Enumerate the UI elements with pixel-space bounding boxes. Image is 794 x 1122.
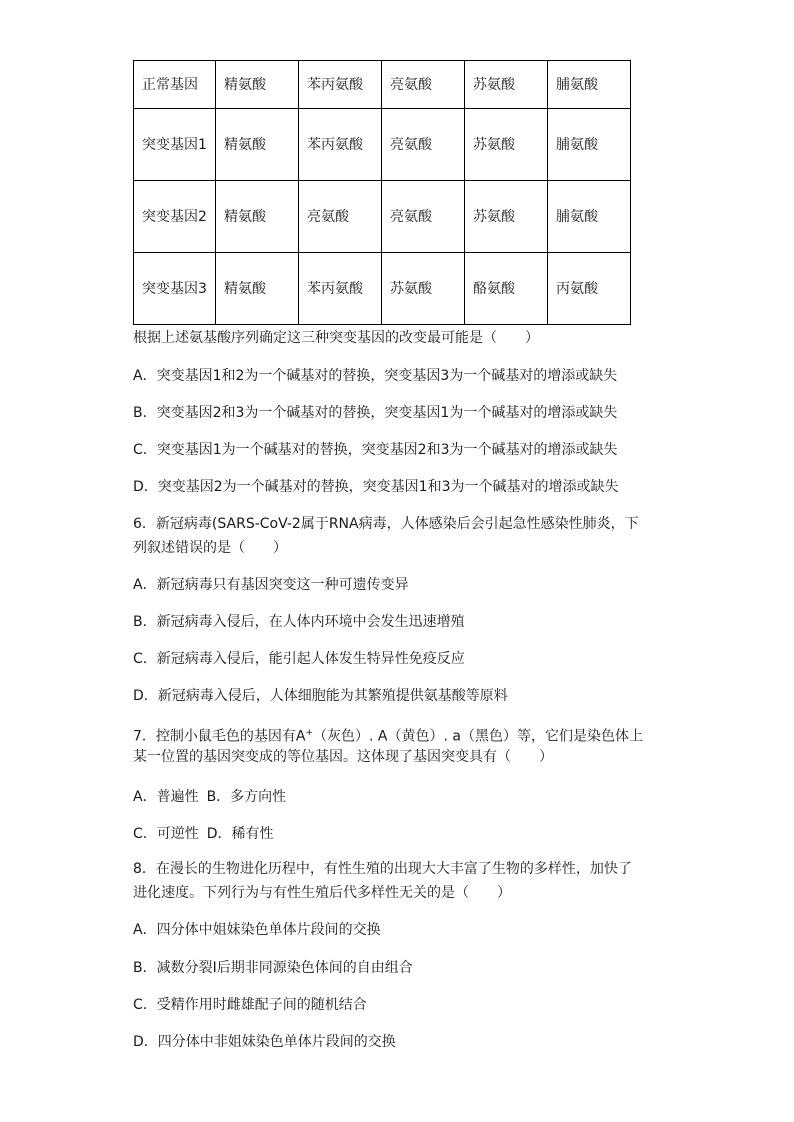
table-cell: 丙氨酸	[548, 253, 631, 325]
table-cell: 突变基因1	[134, 109, 216, 181]
table-cell: 脯氨酸	[548, 181, 631, 253]
question-7-option-a: A．普遍性	[133, 789, 199, 805]
allele-superscript: +	[305, 728, 314, 738]
question-8-stem-line2: 进化速度。下列行为与有性生殖后代多样性无关的是（ ）	[133, 885, 511, 901]
question-5-option-c: C．突变基因1为一个碱基对的替换，突变基因2和3为一个碱基对的增添或缺失	[133, 442, 618, 458]
question-7-option-b: B．多方向性	[206, 789, 287, 805]
question-5-option-b: B．突变基因2和3为一个碱基对的替换，突变基因1为一个碱基对的增添或缺失	[133, 405, 618, 421]
question-6-option-a: A．新冠病毒只有基因突变这一种可遗传变异	[133, 577, 409, 593]
question-7-options-row1	[133, 786, 286, 806]
table-cell: 苏氨酸	[465, 61, 548, 109]
question-5-stem: 根据上述氨基酸序列确定这三种突变基因的改变最可能是（ ）	[133, 330, 539, 346]
table-cell: 亮氨酸	[299, 181, 382, 253]
table-cell: 精氨酸	[216, 109, 299, 181]
table-cell: 苯丙氨酸	[299, 253, 382, 325]
question-8-option-c: C．受精作用时雌雄配子间的随机结合	[133, 997, 367, 1013]
table-cell: 亮氨酸	[382, 181, 465, 253]
question-7-stem-pre: 7．控制小鼠毛色的基因有A	[133, 728, 306, 745]
question-8-stem-line1: 8．在漫长的生物进化历程中，有性生殖的出现大大丰富了生物的多样性，加快了	[133, 861, 632, 877]
question-8-option-a: A．四分体中姐妹染色单体片段间的交换	[133, 922, 381, 938]
table-cell: 苯丙氨酸	[299, 61, 382, 109]
table-cell: 苏氨酸	[382, 253, 465, 325]
table-cell: 脯氨酸	[548, 61, 631, 109]
table-row	[134, 253, 631, 325]
table-cell: 精氨酸	[216, 181, 299, 253]
question-7-stem-line2: 某一位置的基因突变成的等位基因。这体现了基因突变具有（ ）	[133, 749, 553, 765]
table-cell: 苯丙氨酸	[299, 109, 382, 181]
table-cell: 突变基因3	[134, 253, 216, 325]
question-6-stem-line2: 列叙述错误的是（ ）	[133, 540, 287, 556]
question-8-option-d: D．四分体中非姐妹染色单体片段间的交换	[133, 1034, 396, 1050]
question-7-option-c: C．可逆性	[133, 826, 199, 842]
table-cell: 苏氨酸	[465, 109, 548, 181]
question-5-option-a: A．突变基因1和2为一个碱基对的替换，突变基因3为一个碱基对的增添或缺失	[133, 368, 618, 384]
question-8-option-b: B．减数分裂Ⅰ后期非同源染色体间的自由组合	[133, 960, 413, 976]
question-7-option-d: D．稀有性	[206, 826, 274, 842]
table-cell: 脯氨酸	[548, 109, 631, 181]
table-cell: 亮氨酸	[382, 61, 465, 109]
table-cell: 突变基因2	[134, 181, 216, 253]
table-cell: 正常基因	[134, 61, 216, 109]
table-cell: 酪氨酸	[465, 253, 548, 325]
question-6-option-d: D．新冠病毒入侵后，人体细胞能为其繁殖提供氨基酸等原料	[133, 688, 508, 704]
table-cell: 精氨酸	[216, 61, 299, 109]
table-cell: 精氨酸	[216, 253, 299, 325]
table-row	[134, 61, 631, 109]
question-7-options-row2	[133, 823, 274, 843]
question-7-stem-post: （灰色）. A（黄色）. a（黑色）等，它们是染色体上	[313, 728, 643, 745]
table-cell: 亮氨酸	[382, 109, 465, 181]
table-row	[134, 109, 631, 181]
question-5-option-d: D．突变基因2为一个碱基对的替换，突变基因1和3为一个碱基对的增添或缺失	[133, 479, 619, 495]
amino-acid-table	[133, 60, 631, 325]
table-row	[134, 181, 631, 253]
question-7-stem-line1	[133, 723, 643, 747]
question-6-option-b: B．新冠病毒入侵后，在人体内环境中会发生迅速增殖	[133, 614, 465, 630]
table-cell: 苏氨酸	[465, 181, 548, 253]
question-6-option-c: C．新冠病毒入侵后，能引起人体发生特异性免疫反应	[133, 651, 465, 667]
question-6-stem-line1: 6．新冠病毒(SARS-CoV-2属于RNA病毒，人体感染后会引起急性感染性肺炎，下	[133, 516, 639, 532]
